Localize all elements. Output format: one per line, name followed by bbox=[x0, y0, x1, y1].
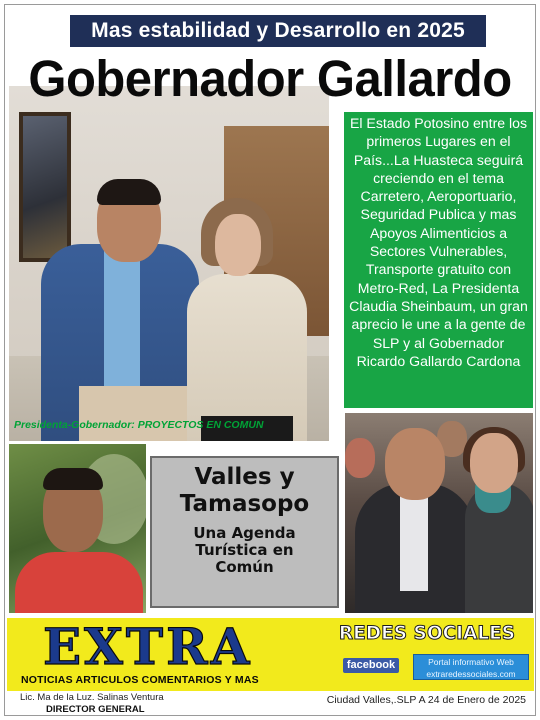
director-title: DIRECTOR GENERAL bbox=[46, 704, 145, 715]
seated-man-head bbox=[385, 428, 445, 500]
woman-face bbox=[215, 214, 261, 276]
valles-title bbox=[152, 464, 337, 518]
crowd-photo bbox=[345, 413, 533, 613]
man-hair bbox=[43, 468, 103, 490]
seated-man-shirt bbox=[400, 491, 428, 591]
man-hair bbox=[97, 179, 161, 205]
main-photo bbox=[9, 86, 329, 441]
side-photo bbox=[9, 444, 146, 613]
green-text-box: El Estado Potosino entre los primeros Lugares en el País...La Huasteca seguirá creciendo en el tema Carretero, Aeroportuario, Seguridad Publica y mas Apoyos Alimenticios a Sectores Vulnerables, Transporte gratuito con Metro-Red, La Presidenta Claudia Sheinbaum, un gran aprecio le une a la gente de SLP y al Gobernador Ricardo Gallardo Cardona bbox=[344, 112, 533, 408]
portal-line: Portal informativo Web bbox=[428, 657, 514, 667]
seated-woman-head bbox=[470, 433, 518, 493]
photo-caption: Presidenta-Gobernador: PROYECTOS EN COMUN bbox=[14, 419, 264, 431]
valles-subtitle-line: Turística en bbox=[195, 541, 294, 559]
headline: Gobernador Gallardo bbox=[28, 50, 512, 107]
valles-subtitle-line: Común bbox=[215, 558, 274, 576]
place-date: Ciudad Valles,.SLP A 24 de Enero de 2025 bbox=[326, 694, 526, 706]
valles-title-line: Tamasopo bbox=[179, 491, 310, 517]
director-name: Lic. Ma de la Luz. Salinas Ventura bbox=[20, 692, 164, 703]
background-person bbox=[345, 438, 375, 478]
top-banner: Mas estabilidad y Desarrollo en 2025 bbox=[70, 15, 486, 47]
valles-title-line: Valles y bbox=[194, 464, 295, 490]
extra-logo: EXTRA bbox=[43, 617, 253, 676]
portal-box bbox=[413, 654, 529, 680]
valles-box bbox=[150, 456, 339, 608]
wall-painting bbox=[19, 112, 71, 262]
man-pants bbox=[79, 386, 189, 441]
extra-tagline: NOTICIAS ARTICULOS COMENTARIOS Y MAS bbox=[21, 674, 259, 686]
facebook-badge: facebook bbox=[343, 658, 399, 673]
man-shirt bbox=[104, 251, 140, 401]
redes-sociales-label: REDES SOCIALES bbox=[338, 623, 516, 644]
footer-advertisement bbox=[7, 618, 534, 691]
portal-url: extraredessociales.com bbox=[426, 669, 516, 679]
man-red-shirt bbox=[15, 552, 143, 613]
valles-subtitle bbox=[152, 525, 337, 576]
valles-subtitle-line: Una Agenda bbox=[193, 524, 296, 542]
